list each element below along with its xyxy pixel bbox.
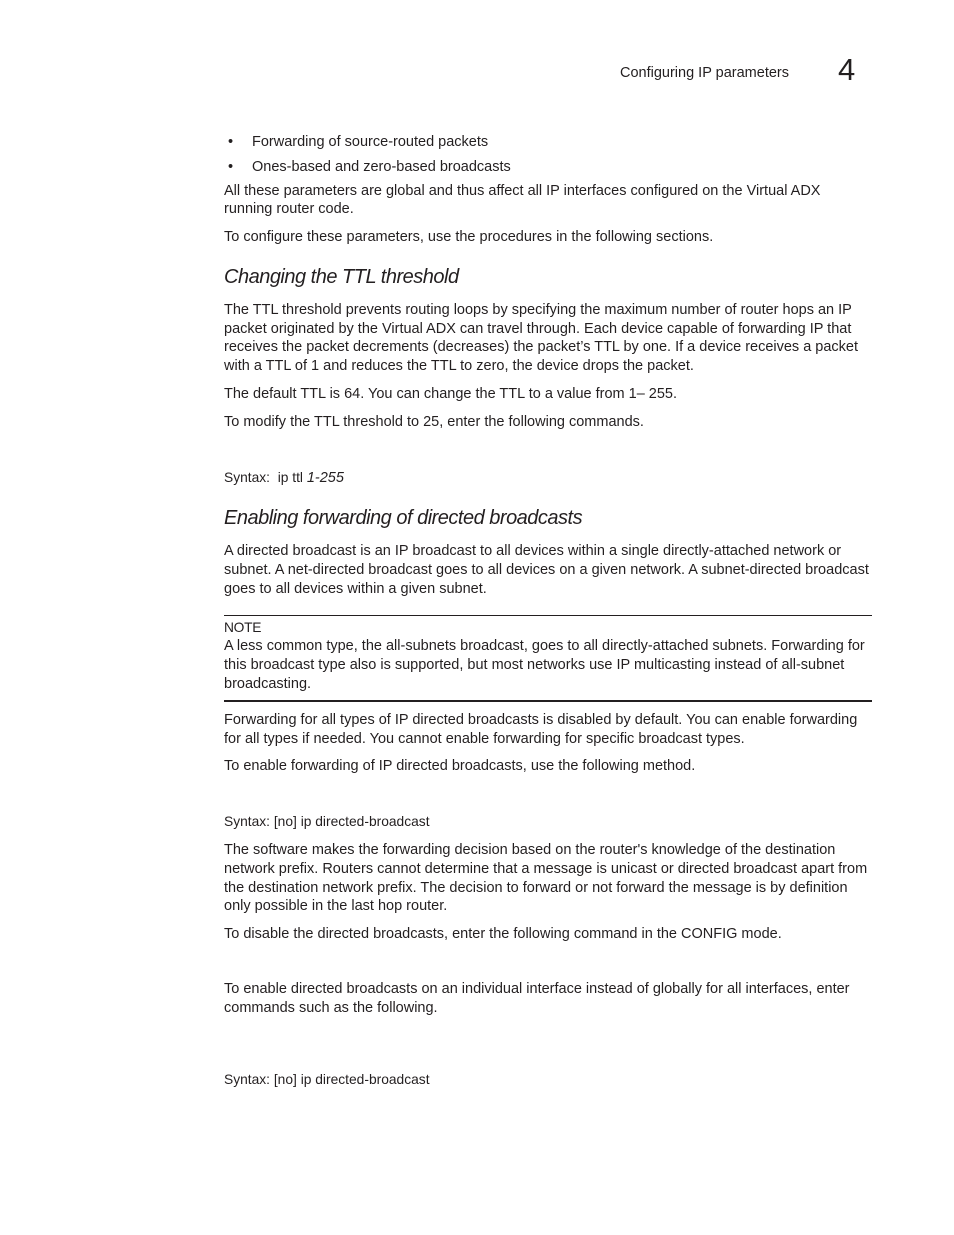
syntax-argument: 1-255 (306, 469, 344, 486)
section-heading: Changing the TTL threshold (224, 265, 459, 288)
page-body (224, 133, 872, 1089)
paragraph: The software makes the forwarding decision based on the router's knowledge of the destination network prefix. Routers cannot determine that a message is unicast or directed broadcast apart from the destination network prefix. The decision to forward or not forward the message is by definition only possible in the last hop router. (224, 841, 868, 915)
paragraph: To enable directed broadcasts on an individual interface instead of globally for all interfaces, enter commands such as the following. (224, 980, 850, 1016)
chapter-number: 4 (838, 52, 856, 87)
paragraph: All these parameters are global and thus affect all IP interfaces configured on the Virtual ADX running router code. (224, 182, 821, 218)
paragraph: Forwarding for all types of IP directed broadcasts is disabled by default. You can enable forwarding for all types if needed. You cannot enable forwarding for specific broadcast types. (224, 711, 858, 747)
syntax-command: ip ttl (277, 469, 303, 485)
section-heading: Enabling forwarding of directed broadcasts (224, 507, 583, 530)
note-label: NOTE (224, 619, 262, 635)
list-item-text: Ones-based and zero-based broadcasts (252, 158, 511, 175)
running-header-title: Configuring IP parameters (620, 65, 789, 81)
note-text: A less common type, the all-subnets broadcast, goes to all directly-attached subnets. Forwarding for this broadcast type also is supported, but most networks use IP multicasting instead of all-subnet broadcasting. (224, 638, 865, 692)
paragraph: A directed broadcast is an IP broadcast to all devices within a single directly-attached network or subnet. A net-directed broadcast goes to all devices on a given network. A subnet-directed broadcast goes to all devices within a given subnet. (224, 543, 869, 597)
bullet-icon: • (228, 158, 234, 175)
paragraph: To modify the TTL threshold to 25, enter the following commands. (224, 413, 644, 430)
list-item (224, 133, 872, 152)
list-item (224, 158, 872, 177)
paragraph: To configure these parameters, use the procedures in the following sections. (224, 229, 714, 246)
bullet-icon: • (228, 134, 234, 150)
syntax-label: Syntax: (224, 469, 271, 485)
paragraph: The default TTL is 64. You can change the TTL to a value from 1– 255. (224, 385, 678, 402)
paragraph: To disable the directed broadcasts, enter the following command in the CONFIG mode. (224, 926, 782, 943)
syntax-line (224, 469, 872, 488)
note-box (224, 615, 872, 702)
paragraph: To enable forwarding of IP directed broadcasts, use the following method. (224, 758, 696, 775)
paragraph: The TTL threshold prevents routing loops by specifying the maximum number of router hops an IP packet originated by the Virtual ADX can travel through. Each device capable of forwarding IP that receives the packet decrements (decreases) the packet’s TTL by one. If a device receives a packet with a TTL of 1 and reduces the TTL to zero, the device drops the packet. (224, 301, 859, 375)
syntax-line: Syntax: [no] ip directed-broadcast (224, 1071, 430, 1087)
list-item-text: Forwarding of source-routed packets (252, 134, 489, 150)
syntax-line: Syntax: [no] ip directed-broadcast (224, 814, 430, 830)
